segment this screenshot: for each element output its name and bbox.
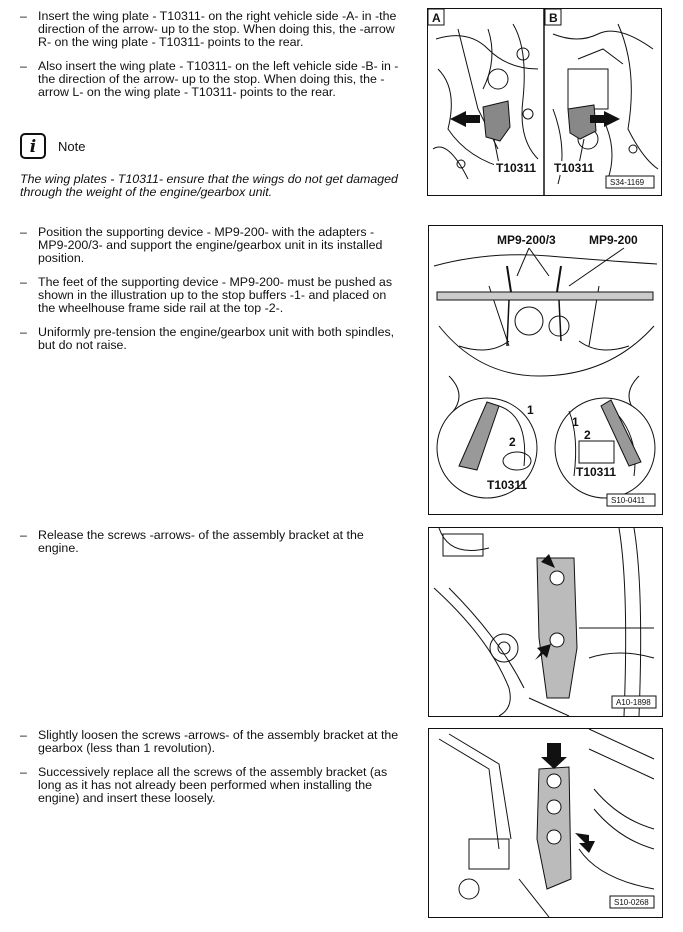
step-text: Slightly loosen the screws -arrows- of the assembly bracket at the gearbox (less than 1 revolution).: [38, 728, 399, 756]
step-insert-wing-plate-right: [20, 10, 400, 50]
step-text: Release the screws -arrows- of the assembly bracket at the engine.: [38, 528, 364, 556]
callout-1-left: 1: [527, 403, 534, 417]
step-text: Position the supporting device - MP9-200- with the adapters - MP9-200/3- and support the engine/gearbox unit in its installed position.: [38, 225, 383, 266]
figure-code: S10-0268: [614, 898, 649, 907]
panel-label-b: B: [549, 11, 558, 25]
step-pre-tension: [20, 326, 400, 352]
figure-supporting-device: [428, 225, 663, 515]
bullet: –: [20, 225, 27, 239]
step-push-feet: [20, 276, 400, 316]
note-block: [20, 133, 140, 163]
step-text: Insert the wing plate - T10311- on the right vehicle side -A- in -the direction of the arrow- up to the stop. When doing this, the -arrow R- on the wing plate - T10311- points to the rear.: [38, 9, 397, 50]
figure-wing-plates: [427, 8, 662, 196]
figure-code: S10-0411: [611, 496, 646, 505]
callout-2-right: 2: [584, 428, 591, 442]
figure-gearbox-bracket: [428, 728, 663, 918]
info-icon-glyph: i: [29, 137, 37, 157]
step-loosen-gearbox-screws: [20, 729, 400, 755]
step-text: The feet of the supporting device - MP9-200- must be pushed as shown in the illustration up to the stop buffers -1- and placed on the wheelhouse frame side rail at the top -2-.: [38, 275, 393, 316]
note-text: The wing plates - T10311- ensure that the wings do not get damaged through the weight of the engine/gearbox unit.: [20, 172, 398, 200]
bullet: –: [20, 325, 27, 339]
figure-engine-bracket-drawing: [429, 528, 662, 716]
step-position-supporting-device: [20, 226, 400, 266]
tool-label-left: T10311: [487, 478, 528, 492]
info-icon: [20, 133, 46, 159]
device-label: MP9-200: [589, 233, 638, 247]
step-insert-wing-plate-left: [20, 60, 400, 100]
bullet: –: [20, 275, 27, 289]
step-replace-screws: [20, 766, 400, 806]
figure-code: S34-1169: [610, 178, 645, 187]
adapter-label: MP9-200/3: [497, 233, 556, 247]
figure-engine-bracket: [428, 527, 663, 717]
tool-label-b: T10311: [554, 161, 595, 175]
step-text: Successively replace all the screws of the assembly bracket (as long as it has not already been performed when installing the engine) and insert these loosely.: [38, 765, 388, 806]
figure-gearbox-bracket-drawing: [429, 729, 662, 917]
tool-label-a: T10311: [496, 161, 537, 175]
tool-label-right: T10311: [576, 465, 617, 479]
figure-supporting-device-drawing: [429, 226, 662, 514]
step-text: Also insert the wing plate - T10311- on the left vehicle side -B- in -the direction of the arrow- up to the stop. When doing this, the -arrow L- on the wing plate - T10311- points to the rear.: [38, 59, 399, 100]
bullet: –: [20, 9, 27, 23]
panel-label-a: A: [432, 11, 441, 25]
callout-1-right: 1: [572, 415, 579, 429]
bullet: –: [20, 59, 27, 73]
step-text: Uniformly pre-tension the engine/gearbox unit with both spindles, but do not raise.: [38, 325, 395, 353]
note-label: Note: [58, 139, 86, 154]
step-release-engine-screws: [20, 529, 400, 555]
figure-wing-plates-drawing: [428, 9, 661, 195]
bullet: –: [20, 528, 27, 542]
bullet: –: [20, 765, 27, 779]
bullet: –: [20, 728, 27, 742]
figure-code: A10-1898: [616, 698, 651, 707]
callout-2-left: 2: [509, 435, 516, 449]
